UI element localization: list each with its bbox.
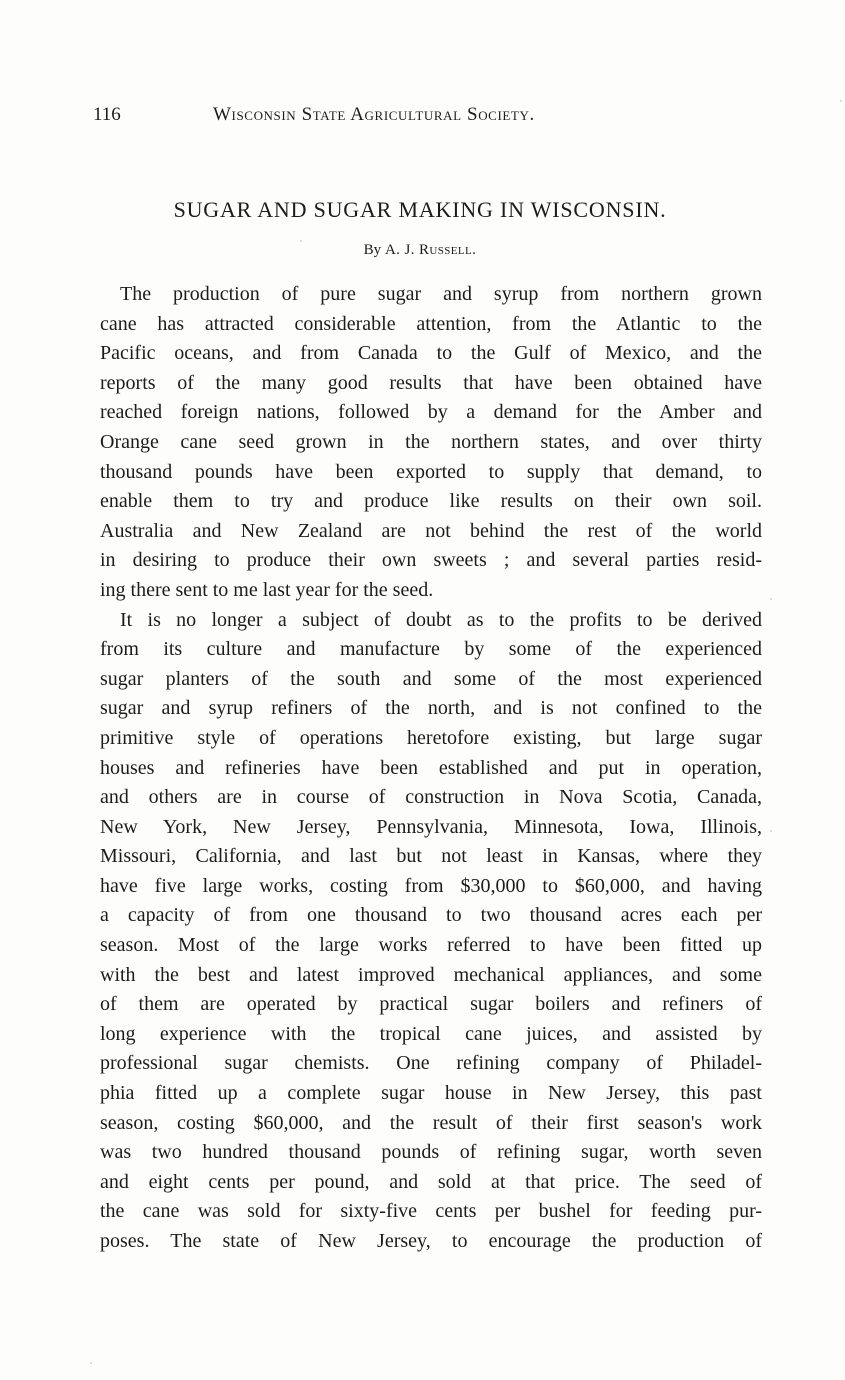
text-line: The production of pure sugar and syrup from northern grown — [120, 283, 762, 305]
running-title: Wisconsin State Agricultural Society. — [213, 104, 535, 125]
text-line: sugar planters of the south and some of the most experienced — [100, 667, 762, 690]
text-line: sugar and syrup refiners of the north, and is not confined to the — [100, 697, 762, 720]
byline-author: A. J. Russell. — [384, 242, 477, 258]
paper-speck — [300, 240, 302, 242]
paragraph-1 — [100, 280, 762, 606]
paper-speck — [770, 830, 772, 832]
text-line: and eight cents per pound, and sold at that price. The seed of — [100, 1170, 762, 1193]
text-line: New York, New Jersey, Pennsylvania, Minnesota, Iowa, Illinois, — [100, 815, 762, 838]
text-line: of them are operated by practical sugar boilers and refiners of — [100, 993, 762, 1016]
text-line: enable them to try and produce like results on their own soil. — [100, 490, 762, 513]
text-line: cane has attracted considerable attention, from the Atlantic to the — [100, 312, 762, 335]
text-line: reached foreign nations, followed by a demand for the Amber and — [100, 401, 762, 424]
text-line: with the best and latest improved mechanical appliances, and some — [100, 963, 762, 986]
byline-prefix: By — [363, 242, 382, 258]
page-number: 116 — [93, 104, 121, 125]
text-line: season, costing $60,000, and the result of their first season's work — [100, 1111, 762, 1134]
text-line: in desiring to produce their own sweets ; and several parties resid- — [100, 549, 762, 572]
text-line: and others are in course of construction in Nova Scotia, Canada, — [100, 786, 762, 809]
text-line: Missouri, California, and last but not least in Kansas, where they — [100, 845, 762, 868]
text-line: the cane was sold for sixty-five cents per bushel for feeding pur- — [100, 1200, 762, 1223]
text-line: Pacific oceans, and from Canada to the Gulf of Mexico, and the — [100, 342, 762, 365]
text-line: long experience with the tropical cane juices, and assisted by — [100, 1022, 762, 1045]
text-line: was two hundred thousand pounds of refining sugar, worth seven — [100, 1141, 762, 1164]
text-line: poses. The state of New Jersey, to encourage the production of — [100, 1230, 762, 1252]
paper-speck — [90, 1362, 92, 1364]
paper-speck — [770, 598, 772, 600]
text-line: It is no longer a subject of doubt as to the profits to be derived — [120, 608, 762, 631]
paper-speck — [840, 100, 842, 102]
text-line: houses and refineries have been established and put in operation, — [100, 756, 762, 779]
text-line: professional sugar chemists. One refining company of Philadel- — [100, 1052, 762, 1075]
text-line: from its culture and manufacture by some of the experienced — [100, 638, 762, 661]
text-line: phia fitted up a complete sugar house in New Jersey, this past — [100, 1082, 762, 1105]
running-head — [93, 100, 653, 130]
text-line: Orange cane seed grown in the northern states, and over thirty — [100, 430, 762, 453]
article-body — [100, 280, 762, 1257]
text-line: Australia and New Zealand are not behind the rest of the world — [100, 519, 762, 542]
text-line: ing there sent to me last year for the seed. — [100, 578, 434, 601]
text-line: season. Most of the large works referred to have been fitted up — [100, 934, 762, 957]
text-line: primitive style of operations heretofore existing, but large sugar — [100, 726, 762, 749]
byline — [100, 238, 740, 262]
text-line: a capacity of from one thousand to two thousand acres each per — [100, 904, 762, 927]
paragraph-2 — [100, 606, 762, 1257]
text-line: thousand pounds have been exported to supply that demand, to — [100, 460, 762, 483]
text-line: reports of the many good results that have been obtained have — [100, 371, 762, 394]
text-line: have five large works, costing from $30,000 to $60,000, and having — [100, 874, 762, 897]
article-title: SUGAR AND SUGAR MAKING IN WISCONSIN. — [173, 197, 667, 222]
